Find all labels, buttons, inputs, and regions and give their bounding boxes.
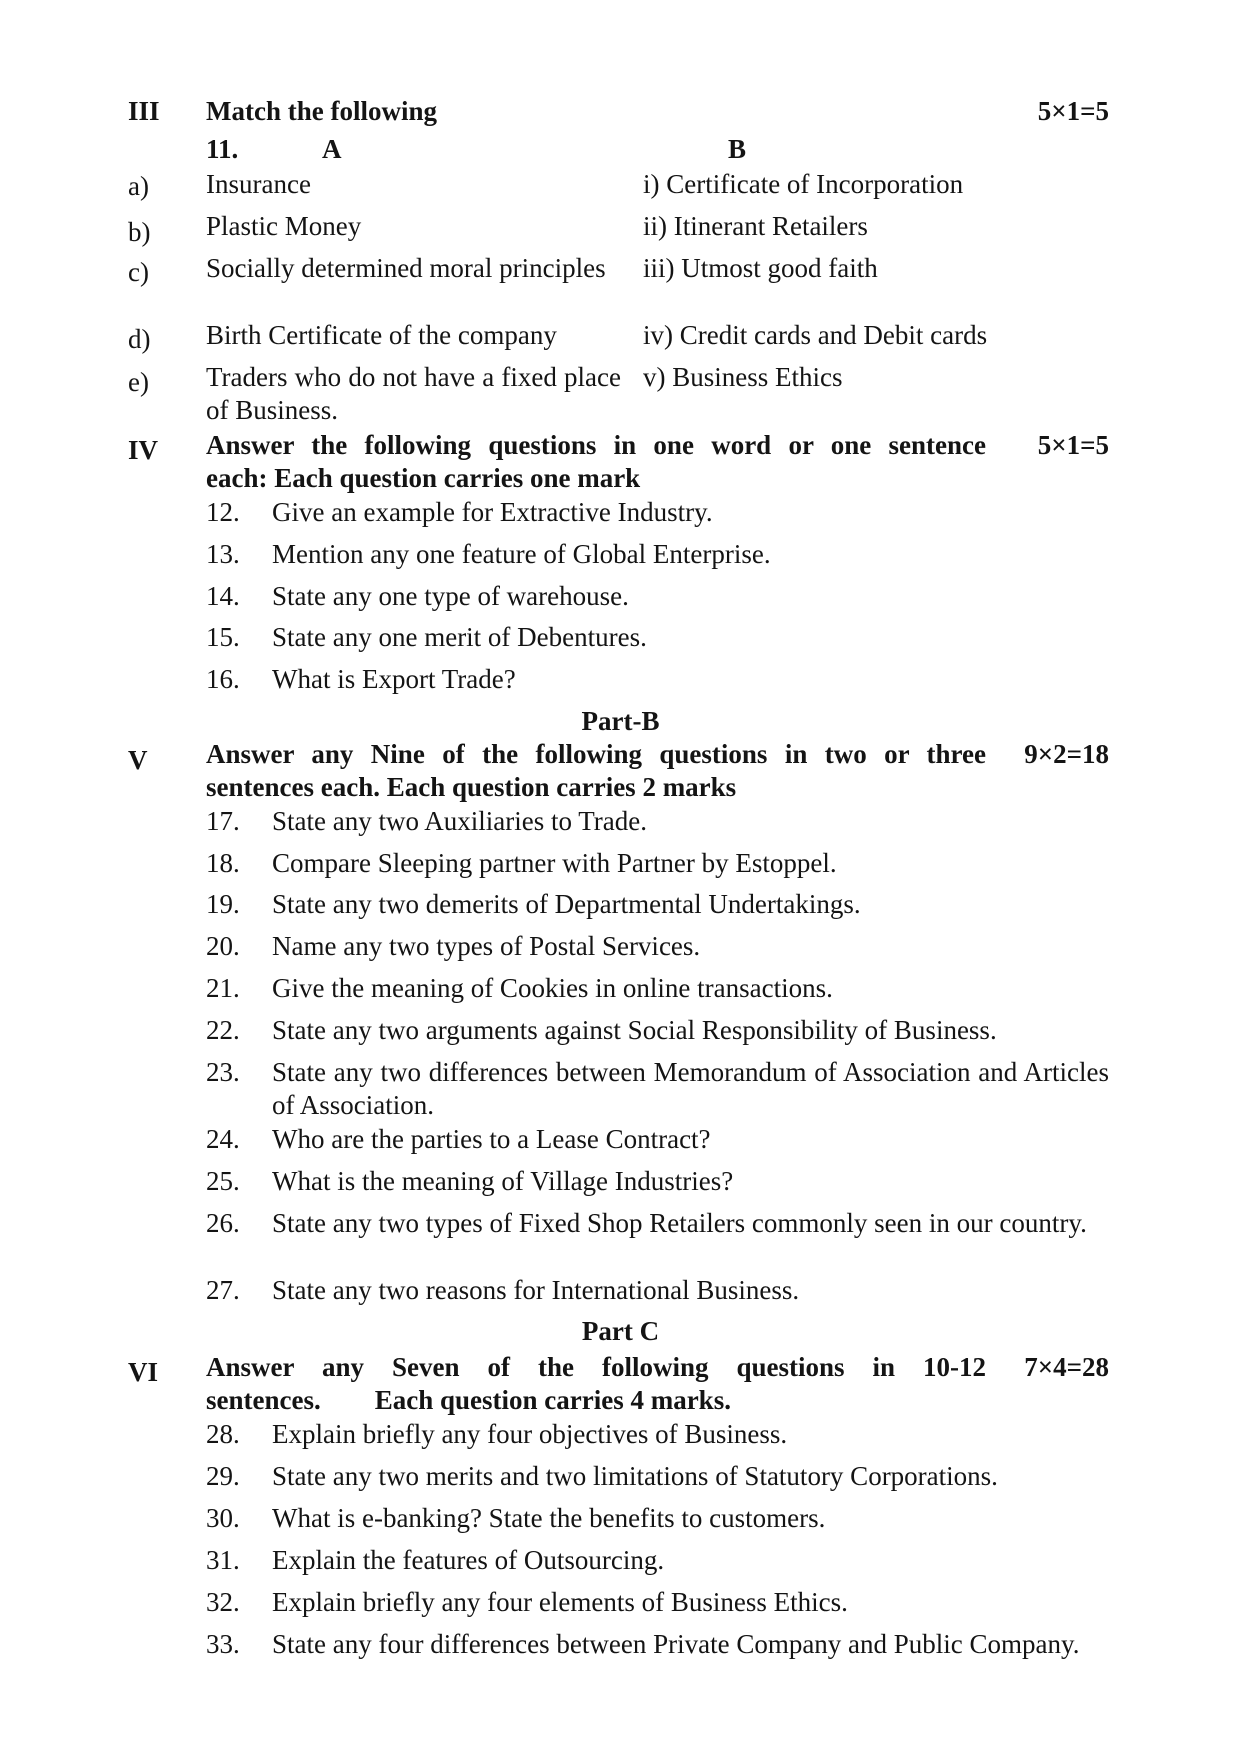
question-number: 14. bbox=[206, 581, 240, 611]
question-text: State any four differences between Private Company and Public Company. bbox=[272, 1629, 1080, 1659]
question-number: 24. bbox=[206, 1124, 240, 1154]
question-number: 30. bbox=[206, 1503, 240, 1533]
section-marks: 9×2=18 bbox=[1024, 739, 1109, 769]
question-text: Give the meaning of Cookies in online transactions. bbox=[272, 973, 833, 1003]
section-number: V bbox=[128, 745, 148, 775]
match-item-a: Plastic Money bbox=[206, 211, 362, 241]
section-title: sentences each. Each question carries 2 marks bbox=[206, 772, 737, 802]
section-marks: 5×1=5 bbox=[1037, 96, 1109, 126]
column-b-heading: B bbox=[728, 134, 747, 164]
question-text: State any two demerits of Departmental Undertakings. bbox=[272, 889, 861, 919]
question-text: State any two differences between Memorandum of Association and Articles of Association. bbox=[272, 1057, 1109, 1120]
question-number: 22. bbox=[206, 1015, 240, 1045]
section-number: IV bbox=[128, 435, 159, 465]
question-number: 12. bbox=[206, 497, 240, 527]
question-text: Name any two types of Postal Services. bbox=[272, 931, 701, 961]
question-number: 32. bbox=[206, 1587, 240, 1617]
question-text: State any one merit of Debentures. bbox=[272, 622, 647, 652]
match-item-a: Traders who do not have a fixed place of Business. bbox=[206, 362, 621, 425]
question-text: Mention any one feature of Global Enterprise. bbox=[272, 539, 771, 569]
question-number: 16. bbox=[206, 664, 240, 694]
match-item-a: Insurance bbox=[206, 169, 311, 199]
question-number: 20. bbox=[206, 931, 240, 961]
question-text: What is Export Trade? bbox=[272, 664, 516, 694]
column-a-heading: A bbox=[322, 134, 342, 164]
section-title: Answer any Seven of the following questions in 10-12 bbox=[206, 1352, 986, 1382]
question-text: Explain the features of Outsourcing. bbox=[272, 1545, 665, 1575]
match-item-b: iv) Credit cards and Debit cards bbox=[643, 320, 988, 350]
question-number: 28. bbox=[206, 1419, 240, 1449]
question-number: 17. bbox=[206, 806, 240, 836]
question-text: State any two arguments against Social Responsibility of Business. bbox=[272, 1015, 997, 1045]
question-number: 13. bbox=[206, 539, 240, 569]
question-number: 19. bbox=[206, 889, 240, 919]
question-number: 26. bbox=[206, 1208, 240, 1238]
question-text: What is e-banking? State the benefits to customers. bbox=[272, 1503, 826, 1533]
match-letter: b) bbox=[128, 217, 151, 247]
question-number: 11. bbox=[206, 134, 239, 164]
part-heading: Part C bbox=[581, 1316, 660, 1346]
match-item-a: Socially determined moral principles bbox=[206, 253, 606, 283]
question-text: State any two reasons for International Business. bbox=[272, 1275, 800, 1305]
question-number: 18. bbox=[206, 848, 240, 878]
question-text: State any one type of warehouse. bbox=[272, 581, 629, 611]
section-title: Answer any Nine of the following questions in two or three bbox=[206, 739, 986, 769]
question-number: 29. bbox=[206, 1461, 240, 1491]
match-item-b: iii) Utmost good faith bbox=[643, 253, 878, 283]
question-number: 31. bbox=[206, 1545, 240, 1575]
match-letter: a) bbox=[128, 171, 149, 201]
question-number: 15. bbox=[206, 622, 240, 652]
question-number: 27. bbox=[206, 1275, 240, 1305]
section-number: III bbox=[128, 96, 160, 126]
section-title: each: Each question carries one mark bbox=[206, 463, 641, 493]
match-letter: d) bbox=[128, 324, 151, 354]
question-number: 23. bbox=[206, 1057, 240, 1087]
section-title: Match the following bbox=[206, 96, 437, 126]
question-text: Give an example for Extractive Industry. bbox=[272, 497, 713, 527]
question-text: State any two types of Fixed Shop Retailers commonly seen in our country. bbox=[272, 1208, 1087, 1238]
section-number: VI bbox=[128, 1357, 159, 1387]
match-letter: e) bbox=[128, 367, 149, 397]
match-item-b: ii) Itinerant Retailers bbox=[643, 211, 868, 241]
part-heading: Part-B bbox=[581, 706, 660, 736]
match-item-a: Birth Certificate of the company bbox=[206, 320, 557, 350]
question-text: Who are the parties to a Lease Contract? bbox=[272, 1124, 711, 1154]
question-number: 25. bbox=[206, 1166, 240, 1196]
question-text: Compare Sleeping partner with Partner by Estoppel. bbox=[272, 848, 837, 878]
section-title: Answer the following questions in one word or one sentence bbox=[206, 430, 986, 460]
question-number: 21. bbox=[206, 973, 240, 1003]
question-number: 33. bbox=[206, 1629, 240, 1659]
question-text: Explain briefly any four objectives of Business. bbox=[272, 1419, 788, 1449]
question-text: Explain briefly any four elements of Business Ethics. bbox=[272, 1587, 848, 1617]
match-item-b: i) Certificate of Incorporation bbox=[643, 169, 964, 199]
match-letter: c) bbox=[128, 257, 149, 287]
question-text: State any two merits and two limitations of Statutory Corporations. bbox=[272, 1461, 998, 1491]
question-text: State any two Auxiliaries to Trade. bbox=[272, 806, 647, 836]
match-item-b: v) Business Ethics bbox=[643, 362, 843, 392]
section-marks: 5×1=5 bbox=[1037, 430, 1109, 460]
section-title: sentences. Each question carries 4 marks. bbox=[206, 1385, 731, 1415]
section-marks: 7×4=28 bbox=[1024, 1352, 1109, 1382]
question-text: What is the meaning of Village Industries? bbox=[272, 1166, 734, 1196]
